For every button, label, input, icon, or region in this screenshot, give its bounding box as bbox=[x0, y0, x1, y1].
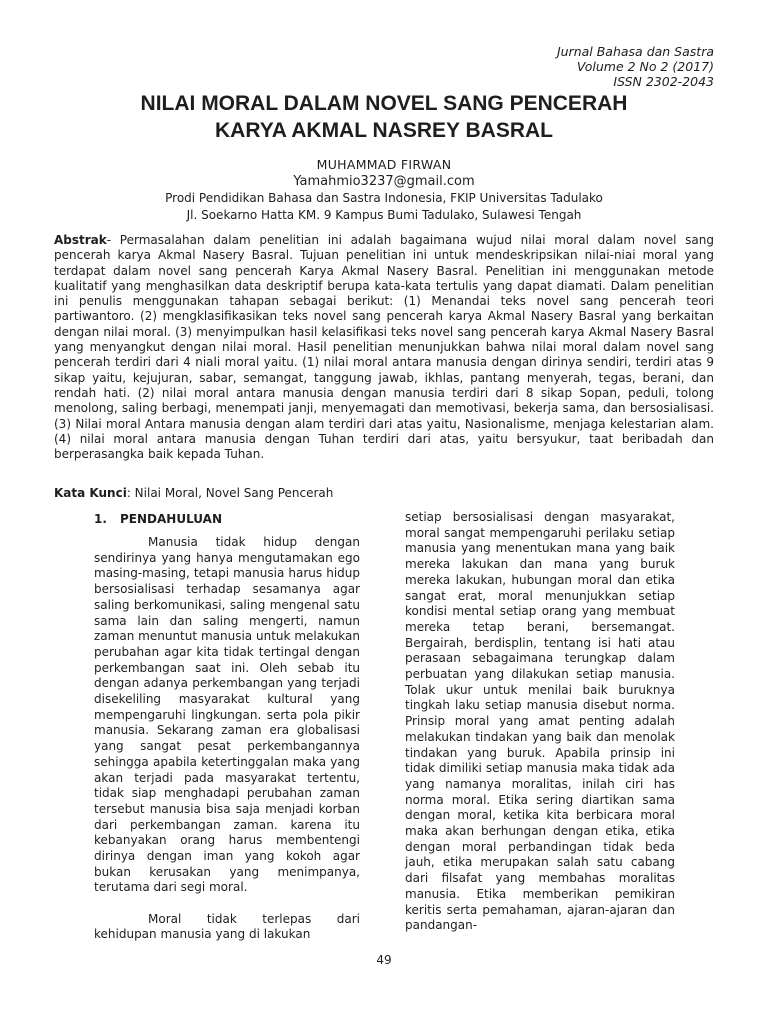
body-paragraph: setiap bersosialisasi dengan masyarakat, moral sangat mempengaruhi perilaku setiap manusia yang menentukan mana yang baik mereka lakukan dan mana yang buruk mereka lakukan, hubungan moral dan etika sangat erat, moral menunjukkan setiap kondisi mental setiap orang yang membuat mereka tetap berani, bersemangat. Bergairah, berdisplin, tentang isi hati atau perasaan sebagaimana terungkap dalam perbuatan yang dilakukan setiap manusia. Tolak ukur untuk menilai baik buruknya tingkah laku setiap manusia disebut norma. Prinsip moral yang amat penting adalah melakukan tindakan yang baik dan menolak tindakan yang buruk. Apabila prinsip ini tidak dimiliki setiap manusia maka tidak ada yang namanya moralitas, inilah ciri has norma moral. Etika sering diartikan sama dengan moral, ketika kita berbicara moral maka akan berhungan dengan etika, etika dengan moral perbandingan tidak beda jauh, etika merupakan salah satu cabang dari filsafat yang membahas moralitas manusia. Etika memberikan pemikiran keritis serta pemahaman, ajaran-ajaran dan pandangan- bbox=[405, 510, 675, 933]
journal-issn: ISSN 2302-2043 bbox=[613, 74, 714, 89]
journal-volume: Volume 2 No 2 (2017) bbox=[576, 59, 714, 74]
keywords bbox=[54, 486, 714, 501]
author-email: Yamahmio3237@gmail.com bbox=[293, 174, 475, 189]
paper-title-line-2: KARYA AKMAL NASREY BASRAL bbox=[215, 119, 553, 142]
journal-name: Jurnal Bahasa dan Sastra bbox=[556, 44, 714, 59]
keywords-text: : Nilai Moral, Novel Sang Pencerah bbox=[126, 486, 334, 500]
abstract-text: - Permasalahan dalam penelitian ini adalah bagaimana wujud nilai moral dalam novel sang pencerah karya Akmal Nasery Basral. Tujuan penelitian ini untuk mendeskripsikan nilai-niai moral yang terdapat dalam novel sang pencerah Karya Akmal Nasery Basral. Penelitian ini menggunakan metode kualitatif yang menghasilkan data deskriptif berupa kata-kata tertulis yang dapat diamati. Dalam penelitian ini penulis menggunakan tahapan sebagai berikut: (1) Menandai teks novel sang pencerah teori partiwantoro. (2) mengklasifikasikan teks novel sang pencerah karya Akmal Nasery Basral yang berkaitan dengan nilai moral. (3) menyimpulkan hasil kelasifikasi teks novel sang pencerah karya Akmal Nasery Basral yang menyangkut dengan nilai moral. Hasil penelitian menunjukkan bahwa nilai moral dalam novel sang pencerah terdiri dari 4 niali moral yaitu. (1) nilai moral antara manusia dengan dirinya sendiri, terdiri atas 9 sikap yaitu, kejujuran, sabar, semangat, tanggung jawab, ikhlas, pantang menyerah, tegas, berani, dan rendah hati. (2) nilai moral antara manusia dengan manusia terdiri dari 8 sikap Sopan, peduli, tolong menolong, saling berbagi, menempati janji, menyemagati dan memotivasi, bekerja sama, dan bersosialisasi. (3) Nilai moral Antara manusia dengan alam terdiri dari atas yaitu, Nasionalisme, menjaga kelestarian alam. (4) nilai moral antara manusia dengan Tuhan terdiri dari atas, yaitu bersyukur, taat beribadah dan berperasangka baik kepada Tuhan. bbox=[54, 233, 714, 462]
author-affiliation: Prodi Pendidikan Bahasa dan Sastra Indonesia, FKIP Universitas Tadulako bbox=[165, 191, 603, 205]
keywords-label: Kata Kunci bbox=[54, 486, 127, 500]
body-column-right bbox=[405, 510, 675, 934]
abstract bbox=[54, 233, 714, 462]
paper-title-line-1: NILAI MORAL DALAM NOVEL SANG PENCERAH bbox=[140, 92, 628, 115]
section-heading bbox=[94, 512, 222, 527]
journal-info bbox=[414, 44, 714, 89]
page-number: 49 bbox=[376, 953, 392, 967]
author-address: Jl. Soekarno Hatta KM. 9 Kampus Bumi Tadulako, Sulawesi Tengah bbox=[186, 208, 582, 222]
author-block bbox=[84, 156, 684, 224]
author-name: MUHAMMAD FIRWAN bbox=[316, 157, 452, 172]
body-paragraph: Manusia tidak hidup dengan sendirinya yang hanya mengutamakan ego masing-masing, tetapi manusia harus hidup bersosialisasi terhadap sesamanya agar saling berkomunikasi, saling mengenal satu sama lain dan saling mengerti, namun zaman menuntut manusia untuk melakukan perubahan agar kita tidak tertingal dengan perkembangan saat ini. Oleh sebab itu dengan adanya perkembangan yang terjadi disekeliling masyarakat kultural yang mempengaruhi lingkungan. serta pola pikir manusia. Sekarang zaman era globalisasi yang sangat pesat perkembangannya sehingga apabila ketertinggalan maka yang akan terjadi pada masyarakat tertentu, tidak siap menghadapi perubahan zaman tersebut manusia bisa saja menjadi korban dari perkembangan zaman. karena itu kebanyakan orang harus membentengi dirinya dengan iman yang kokoh agar bukan kerusakan yang menimpanya, terutama dari segi moral. bbox=[94, 535, 360, 895]
abstract-label: Abstrak bbox=[54, 233, 107, 247]
section-title: PENDAHULUAN bbox=[120, 512, 222, 526]
paper-title bbox=[60, 90, 708, 144]
body-column-left bbox=[94, 535, 360, 943]
section-number: 1. bbox=[94, 512, 107, 526]
body-paragraph: Moral tidak terlepas dari kehidupan manusia yang di lakukan bbox=[94, 911, 360, 942]
